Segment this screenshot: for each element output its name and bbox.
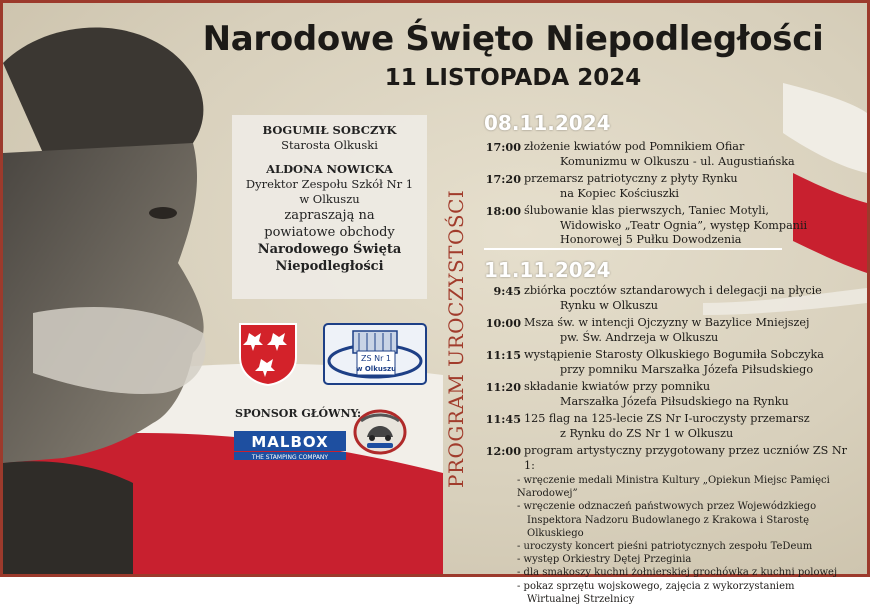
event-line: Honorowej 5 Pułku Dowodzenia [560,233,742,246]
page-title: Narodowe Święto Niepodległości [202,19,824,59]
event-line: Msza św. w intencji Ojczyzny w Bazylice Mniejszej [524,316,810,329]
event-item [479,140,859,169]
malbox-tagline: THE STAMPING COMPANY [251,454,329,461]
event-line: przy pomniku Marszałka Józefa Piłsudskiego [560,362,814,376]
invite-text-line2: powiatowe obchody [264,225,395,240]
event-line: wystąpienie Starosty Olkuskiego Bogumiła Sobczyka [524,348,824,361]
event-line: Komunizmu w Olkuszu - ul. Augustiańska [560,154,795,168]
invite-text-line1: zapraszają na [284,208,375,223]
subitem-line: - wręczenie medali Ministra Kultury „Opiekun Miejsc Pamięci Narodowej” [517,475,830,500]
invite-text-line3: Narodowego Święta [257,242,402,257]
event-date: 11 LISTOPADA 2024 [384,65,642,91]
subitem-line: - występ Orkiestry Dętej Przeginia [517,554,692,566]
event-line: zbiórka pocztów sztandarowych i delegacji na płycie [524,284,822,297]
invitation-box [232,115,427,299]
car-club-emblem-icon [353,407,407,457]
host1-role: Starosta Olkuski [281,138,378,152]
event-line: złożenie kwiatów pod Pomnikiem Ofiar [524,140,745,153]
divider [484,248,782,250]
event-time: 9:45 [493,284,521,298]
day1-events [479,140,859,251]
event-time: 11:45 [485,412,521,426]
event-line: Rynku w Olkuszu [560,298,658,312]
event-time: 10:00 [485,316,521,330]
event-time: 17:00 [485,140,521,154]
event-line: z Rynku do ZS Nr 1 w Olkuszu [560,426,734,440]
day2-events [479,284,859,606]
invite-text-line4: Niepodległości [275,259,384,274]
event-line: pw. Św. Andrzeja w Olkuszu [560,330,719,344]
event-item [479,348,859,377]
event-time: 18:00 [485,204,521,218]
event-line: Marszałka Józefa Piłsudskiego na Rynku [560,394,789,408]
list-item [517,580,859,606]
subitem-line: - dla smakoszy kuchni żołnierskiej grochówka z kuchni polowej [517,567,838,579]
county-crest-icon [237,321,299,387]
school-logo-line2: w Olkuszu [355,365,397,373]
list-item [517,500,859,540]
list-item [517,540,859,553]
event-item [479,172,859,201]
event-item [479,284,859,313]
sponsor-label: SPONSOR GŁÓWNY: [235,407,362,420]
event-line: 125 flag na 125-lecie ZS Nr I-uroczysty przemarsz [524,412,810,425]
event-line: przemarsz patriotyczny z płyty Rynku [524,172,738,185]
subitem-line: - wręczenie odznaczeń państwowych przez Wojewódzkiego [517,501,817,513]
event-item [479,444,859,473]
event-time: 12:00 [485,444,521,458]
event-line: Widowisko „Teatr Ognia”, występ Kompanii [560,218,808,232]
subitem-line: Inspektora Nadzoru Budowlanego z Krakowa i Starostę Olkuskiego [527,514,810,539]
event-line: na Kopiec Kościuszki [560,186,679,200]
event-line: składanie kwiatów przy pomniku [524,380,711,393]
event-line: program artystyczny przygotowany przez uczniów ZS Nr 1: [524,444,848,472]
host2-name: ALDONA NOWICKA [266,162,393,176]
malbox-logo-icon [234,429,346,461]
list-item [517,566,859,579]
day1-date: 08.11.2024 [484,111,611,135]
event-item [479,380,859,409]
host2-role-line1: Dyrektor Zespołu Szkół Nr 1 [245,177,414,191]
subitem-line: - pokaz sprzętu wojskowego, zajęcia z wykorzystaniem [517,580,795,592]
event-item [479,316,859,345]
school-logo-line1: ZS Nr 1 [360,354,392,363]
event-item [479,204,859,248]
event-time: 11:15 [485,348,521,362]
program-subitems [517,474,859,606]
event-time: 11:20 [485,380,521,394]
day2-date: 11.11.2024 [484,258,611,282]
list-item [517,474,859,500]
subitem-line: Wirtualnej Strzelnicy [527,593,635,605]
list-item [517,553,859,566]
malbox-name: MALBOX [251,433,329,451]
school-logo-icon [323,323,427,385]
host2-role-line2: w Olkuszu [299,192,360,206]
program-label: PROGRAM UROCZYSTOŚCI [444,189,468,488]
host1-name: BOGUMIŁ SOBCZYK [262,123,397,137]
event-item [479,412,859,441]
event-time: 17:20 [485,172,521,186]
subitem-line: - uroczysty koncert pieśni patriotycznych zespołu TeDeum [517,541,813,553]
event-line: ślubowanie klas pierwszych, Taniec Motyli, [524,204,769,217]
